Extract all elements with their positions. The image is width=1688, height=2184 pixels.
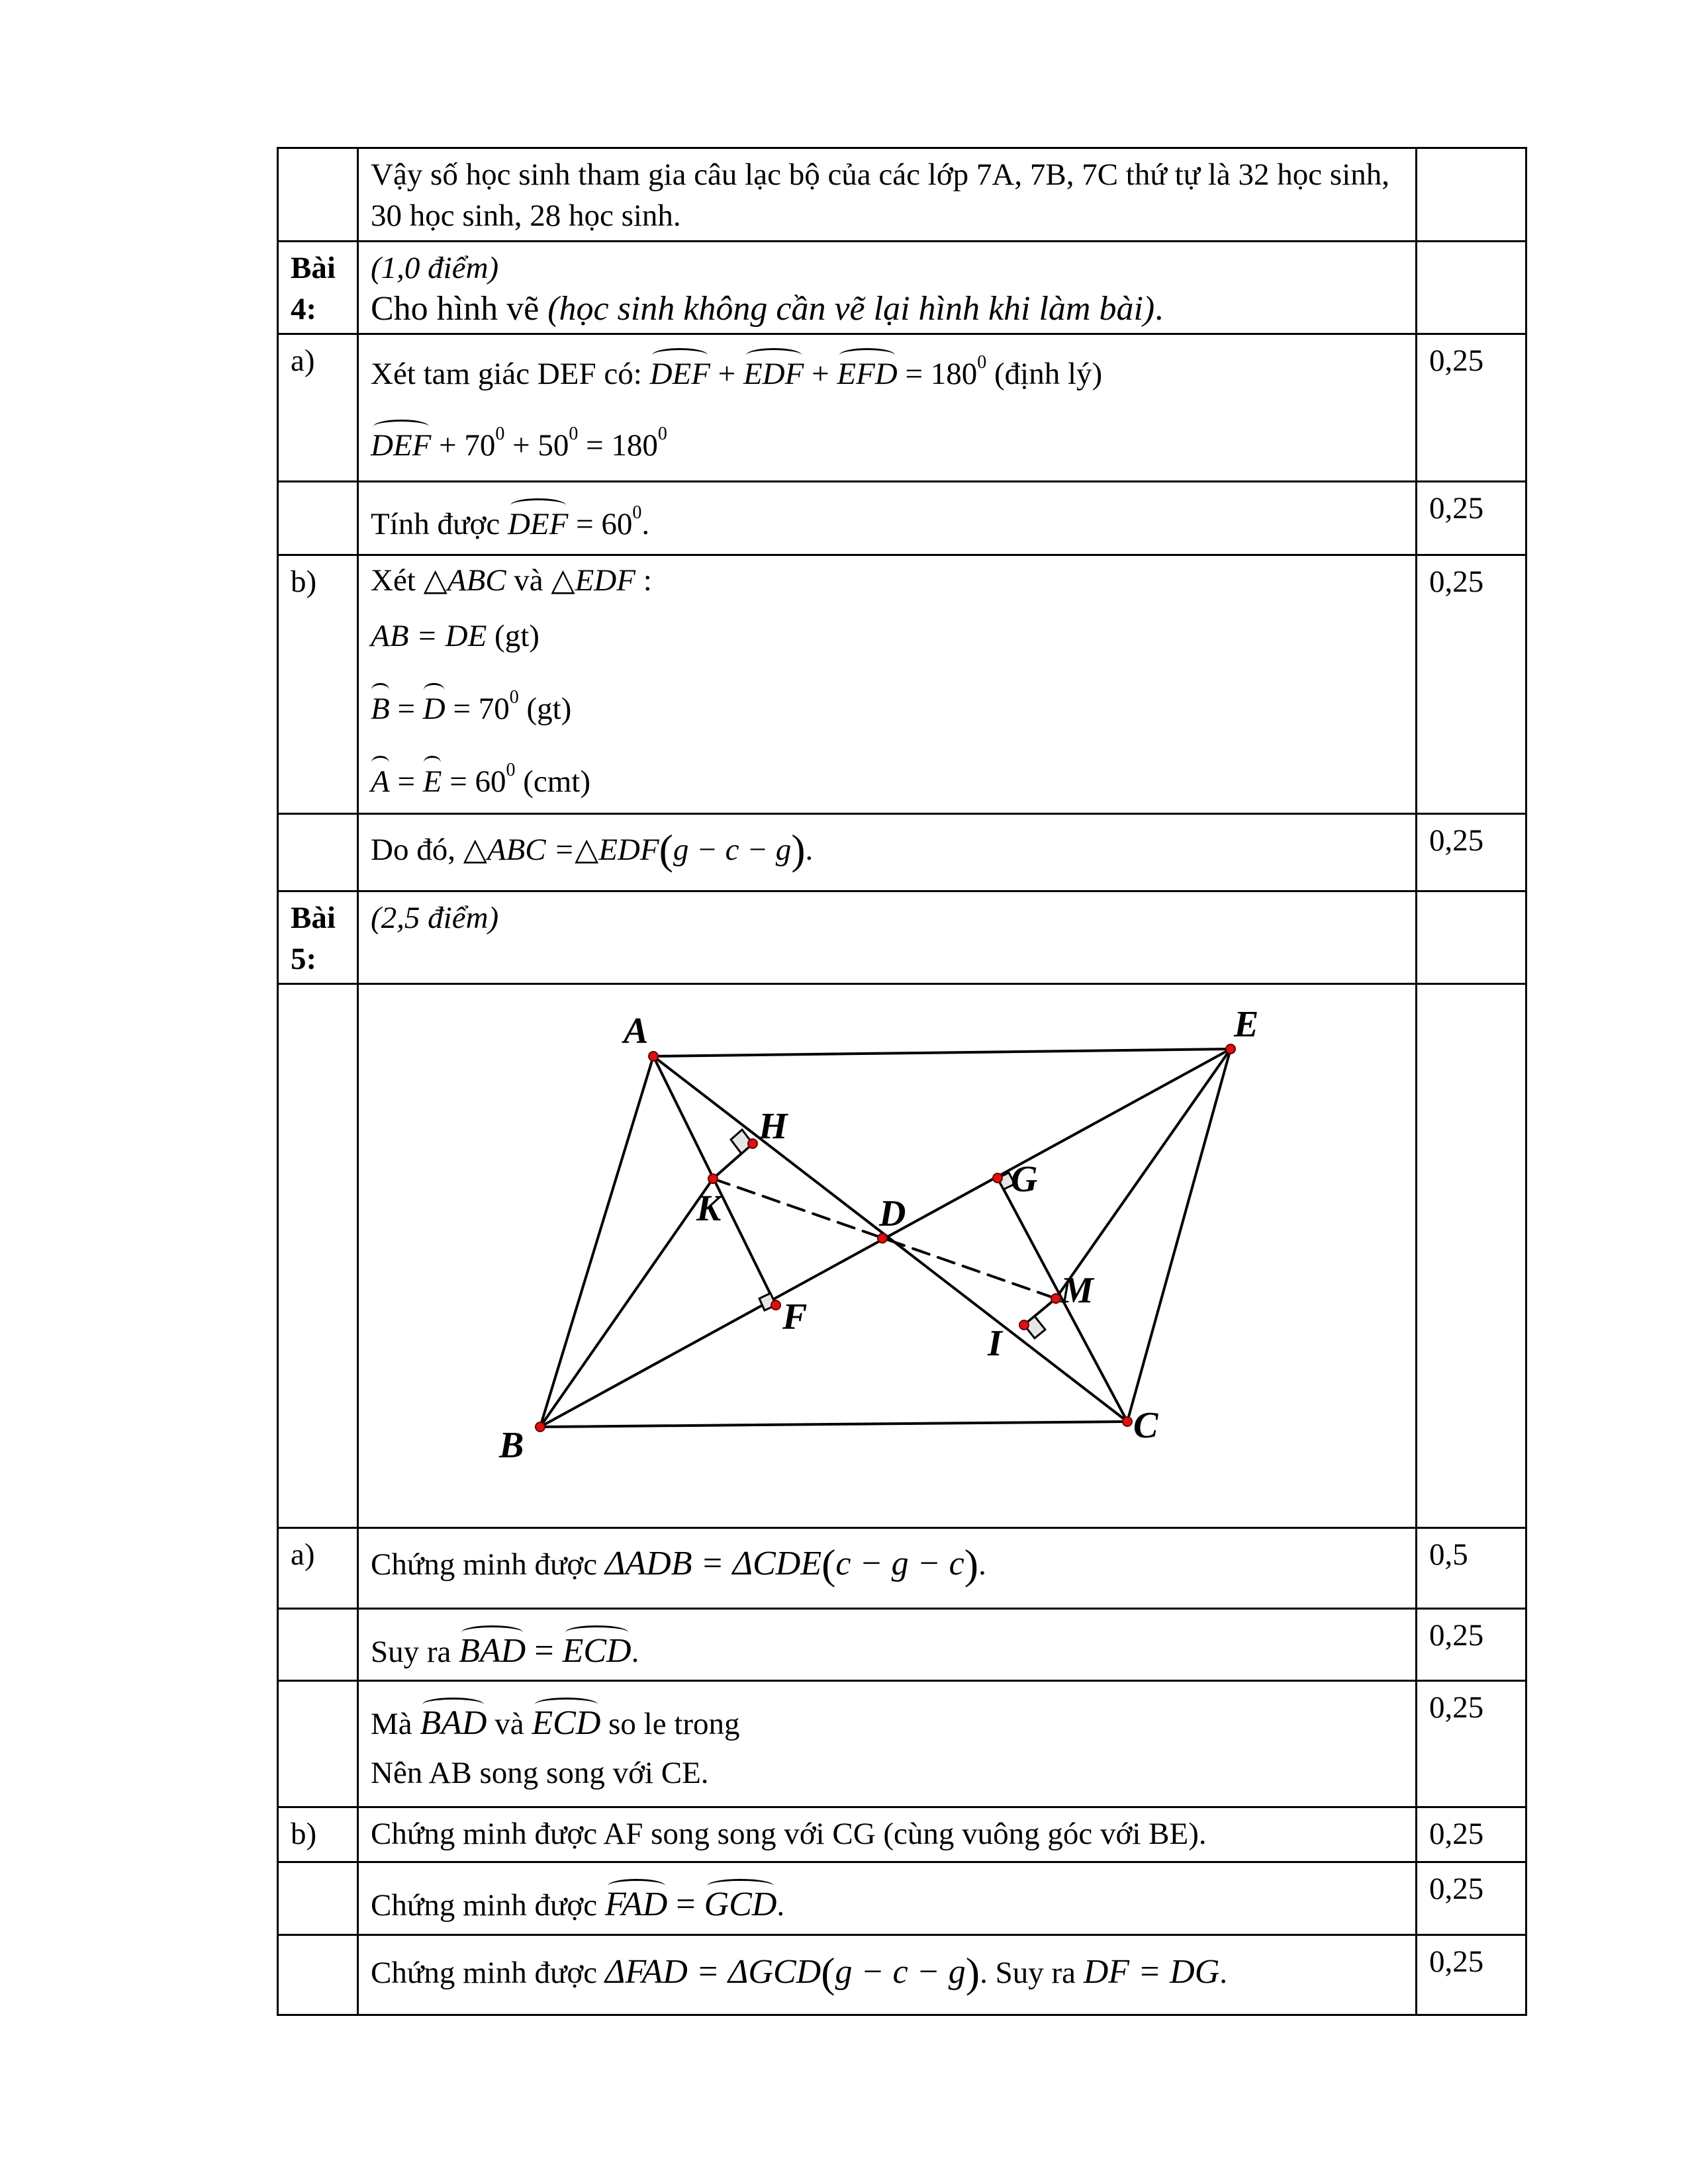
angle-b-line: $B = D = 70^0$ (gt) — [371, 684, 1403, 729]
point-k — [708, 1174, 718, 1183]
text: Suy ra — [371, 1635, 459, 1669]
points-text: (2,5 điểm) — [358, 891, 1417, 984]
instruction-end: . — [1154, 290, 1164, 328]
content-cell — [358, 555, 1417, 814]
point-b — [536, 1422, 545, 1432]
label-h: H — [759, 1106, 788, 1147]
point-c — [1123, 1417, 1132, 1426]
point-g — [993, 1173, 1002, 1183]
text: = 180 — [578, 428, 658, 463]
score-value: 0,25 — [1417, 482, 1526, 555]
instruction-main: Cho hình vẽ — [371, 290, 548, 328]
point-f — [771, 1300, 780, 1310]
table-row — [278, 984, 1526, 1528]
alternate-angles-line — [371, 1699, 1403, 1745]
table-row — [278, 1528, 1526, 1609]
score-value: 0,25 — [1417, 1609, 1526, 1681]
part-label: b) — [278, 555, 358, 814]
content-cell — [358, 1609, 1417, 1681]
text: Mà — [371, 1707, 420, 1741]
geometry-figure — [359, 985, 1417, 1516]
text: Chứng minh được — [371, 1956, 605, 1990]
angle-edf: EDF — [743, 349, 804, 394]
points-text: (1,0 điểm) — [371, 251, 499, 285]
score-cell — [1417, 242, 1526, 334]
score-cell — [1417, 984, 1526, 1528]
degree: 0 — [977, 352, 987, 373]
label-g: G — [1011, 1159, 1038, 1200]
degree: 0 — [495, 424, 505, 444]
text: . — [641, 507, 650, 541]
content-cell — [358, 242, 1417, 334]
math: ΔFAD = ΔGCD — [604, 1953, 821, 1991]
text: = 60 — [442, 764, 506, 799]
math: ΔADB = ΔCDE — [604, 1545, 822, 1582]
score-value: 0,5 — [1417, 1528, 1526, 1609]
point-d — [878, 1234, 887, 1243]
score-cell — [1417, 891, 1526, 984]
content-cell — [358, 148, 1417, 242]
label-cell — [278, 814, 358, 891]
text: = — [526, 1632, 563, 1670]
score-value: 0,25 — [1417, 1935, 1526, 2015]
text: = 70 — [445, 692, 510, 726]
point-e — [1226, 1044, 1235, 1054]
segment-ae — [653, 1049, 1231, 1056]
label-m: M — [1060, 1270, 1094, 1311]
table-row — [278, 148, 1526, 242]
segment-em — [1056, 1049, 1231, 1298]
angle-gcd: GCD — [704, 1880, 777, 1925]
label-cell — [278, 1862, 358, 1935]
segment-ec — [1127, 1049, 1231, 1422]
triangle-edf: △EDF — [551, 563, 635, 598]
text: và — [506, 563, 551, 598]
problem-label: Bài 5: — [278, 891, 358, 984]
degree: 0 — [509, 687, 519, 707]
label-k: K — [696, 1188, 722, 1229]
angle-ecd: ECD — [563, 1627, 632, 1672]
angle-sum-line: Xét tam giác DEF có: DEF + EDF + EFD = $180^0$ (định lý) — [371, 349, 1403, 394]
table-row — [278, 1807, 1526, 1862]
label-cell — [278, 148, 358, 242]
angle-bad: BAD — [459, 1627, 526, 1672]
text: = — [667, 1886, 704, 1923]
score-value: 0,25 — [1417, 814, 1526, 891]
content-cell: Chứng minh được ΔADB = ΔCDE(c − g − c). — [358, 1528, 1417, 1609]
side-line — [371, 615, 1403, 657]
content-cell — [358, 1681, 1417, 1807]
label-cell — [278, 1935, 358, 2015]
angle-efd: EFD — [837, 349, 897, 394]
text: . — [805, 833, 814, 867]
degree: 0 — [657, 424, 667, 444]
instruction-text — [371, 289, 1403, 330]
degree: 0 — [506, 760, 516, 780]
label-cell — [278, 984, 358, 1528]
angle-ecd: ECD — [532, 1699, 600, 1744]
text: = 180 — [897, 357, 978, 391]
segment-ac — [653, 1056, 1127, 1422]
angle-a-line: $A = E = 60^0$ (cmt) — [371, 757, 1403, 802]
angle-d: D — [423, 684, 445, 729]
score-value: 0,25 — [1417, 1862, 1526, 1935]
point-m — [1051, 1294, 1060, 1303]
instruction-italic: (học sinh không cần vẽ lại hình khi làm bài) — [547, 290, 1155, 328]
angle-bad: BAD — [420, 1699, 487, 1744]
table-row — [278, 242, 1526, 334]
content-cell — [358, 1807, 1417, 1862]
text: Do đó, — [371, 833, 463, 867]
text: . Suy ra — [980, 1956, 1084, 1990]
text: Xét — [371, 563, 424, 598]
table-row — [278, 334, 1526, 482]
text: Chứng minh được AF song song với CG (cùng vuông góc với BE). — [371, 1817, 1207, 1851]
score-value: 0,25 — [1417, 1807, 1526, 1862]
text: . — [1219, 1956, 1227, 1990]
math: △ABC =△EDF — [463, 833, 659, 867]
table-row — [278, 1609, 1526, 1681]
angle-def: DEF — [508, 500, 568, 545]
text: . — [631, 1635, 639, 1669]
text: + 50 — [504, 428, 569, 463]
part-label: a) — [278, 1528, 358, 1609]
content-cell — [358, 1862, 1417, 1935]
label-i: I — [988, 1323, 1002, 1364]
case-label: c − g − c — [835, 1545, 964, 1582]
text: (gt) — [487, 619, 539, 653]
score-value: 0,25 — [1417, 1681, 1526, 1807]
text: Xét tam giác DEF có: — [371, 357, 650, 391]
parallel-conclusion: Nên AB song song với CE. — [371, 1756, 709, 1790]
part-label: a) — [278, 334, 358, 482]
text: và — [487, 1707, 532, 1741]
compare-line — [371, 560, 1403, 601]
substitution-line — [371, 421, 1403, 466]
label-cell — [278, 1681, 358, 1807]
label-cell — [278, 1609, 358, 1681]
content-cell: Chứng minh được ΔFAD = ΔGCD(g − c − g). Suy ra DF = DG. — [358, 1935, 1417, 2015]
angle-def: DEF — [371, 421, 431, 466]
label-e: E — [1234, 1004, 1259, 1045]
score-value: 0,25 — [1417, 334, 1526, 482]
content-cell: Do đó, △ABC =△EDF(g − c − g). — [358, 814, 1417, 891]
label-cell — [278, 482, 358, 555]
table-row — [278, 1862, 1526, 1935]
segment-ab — [540, 1056, 653, 1427]
problem-label: Bài 4: — [278, 242, 358, 334]
point-h — [748, 1139, 757, 1148]
content-cell — [358, 482, 1417, 555]
text: . — [978, 1547, 986, 1582]
text: (định lý) — [986, 357, 1103, 391]
table-row — [278, 555, 1526, 814]
text: (gt) — [518, 692, 572, 726]
text: (cmt) — [515, 764, 590, 799]
part-label: b) — [278, 1807, 358, 1862]
intro-text: Vậy số học sinh tham gia câu lạc bộ của các lớp 7A, 7B, 7C thứ tự là 32 học sinh, 30 học sinh, 28 học sinh. — [371, 158, 1389, 233]
label-d: D — [879, 1193, 906, 1234]
table-row — [278, 482, 1526, 555]
segment-bc — [540, 1422, 1127, 1427]
grading-table — [277, 147, 1527, 2016]
angle-e: E — [423, 757, 442, 802]
angle-def: DEF — [650, 349, 710, 394]
text: + 70 — [431, 428, 496, 463]
case-label: g − c − g — [835, 1953, 966, 1991]
label-c: C — [1133, 1405, 1158, 1446]
math: DF = DG — [1083, 1953, 1220, 1991]
table-row — [278, 1681, 1526, 1807]
angle-fad: FAD — [605, 1880, 667, 1925]
text: : — [635, 563, 652, 598]
text: = 60 — [568, 507, 633, 541]
segment-bk — [540, 1179, 713, 1427]
text: so le trong — [600, 1707, 740, 1741]
content-cell — [358, 334, 1417, 482]
math: AB = DE — [371, 619, 487, 653]
score-cell — [1417, 148, 1526, 242]
angle-a: A — [371, 757, 390, 802]
table-row — [278, 1935, 1526, 2015]
table-row — [278, 814, 1526, 891]
angle-b: B — [371, 684, 390, 729]
label-a: A — [624, 1011, 649, 1052]
label-b: B — [499, 1425, 524, 1466]
text: . — [776, 1888, 785, 1923]
text: Chứng minh được — [371, 1888, 605, 1923]
text: Tính được — [371, 507, 508, 541]
figure-cell — [358, 984, 1417, 1528]
table-row — [278, 891, 1526, 984]
degree: 0 — [632, 502, 642, 523]
triangle-abc: △ABC — [423, 563, 506, 598]
score-value: 0,25 — [1417, 555, 1526, 814]
text: Chứng minh được — [371, 1547, 605, 1582]
degree: 0 — [569, 424, 579, 444]
point-a — [649, 1052, 658, 1061]
case-label: g − c − g — [673, 833, 792, 867]
label-f: F — [782, 1297, 808, 1338]
point-i — [1019, 1320, 1029, 1330]
